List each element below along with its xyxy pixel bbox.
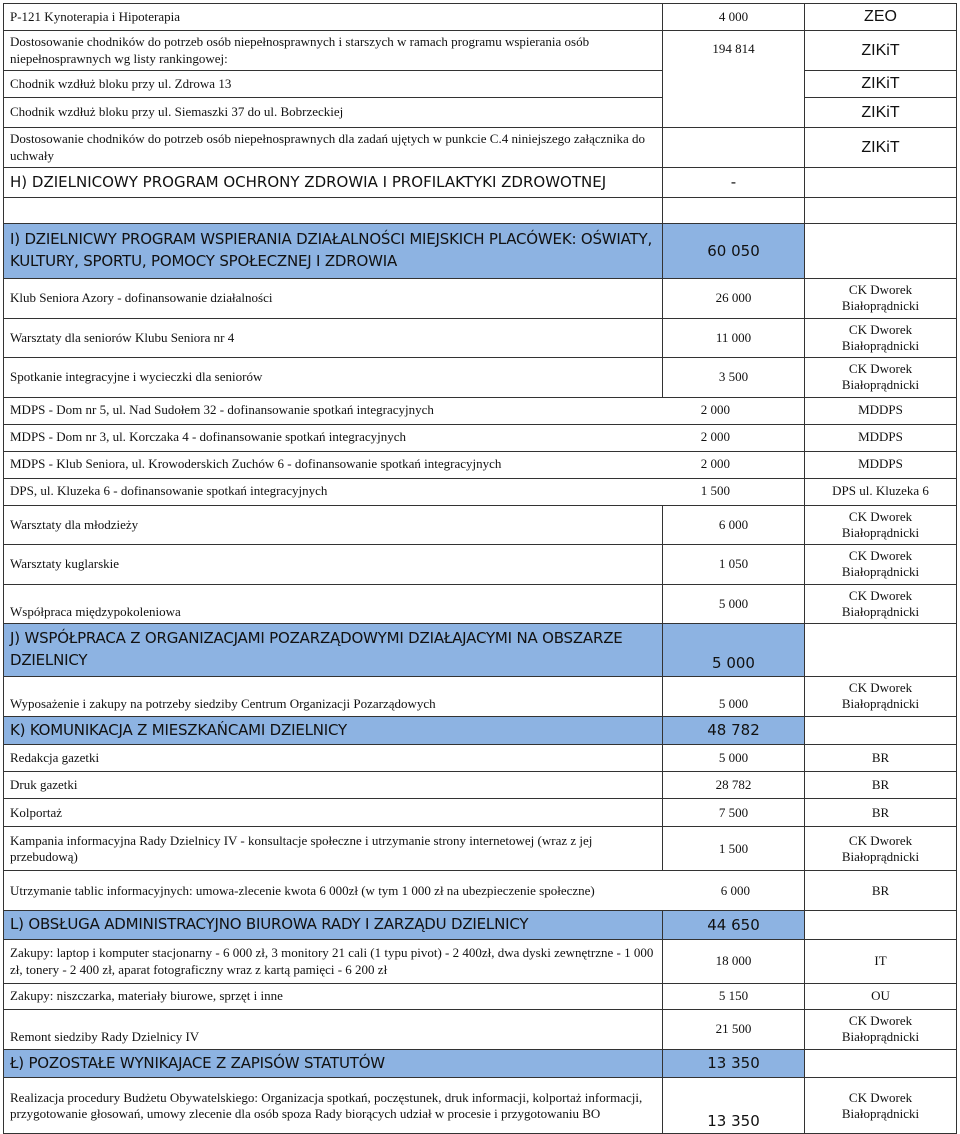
amount-cell: 1 500 (700, 483, 730, 499)
section-title: K) KOMUNIKACJA Z MIESZKAŃCAMI DZIELNICY (4, 716, 663, 745)
task-cell (4, 397, 805, 424)
table-row (4, 799, 957, 827)
unit-cell: CK Dworek Białoprądnicki (805, 1078, 957, 1134)
amount-cell: 1 050 (663, 545, 805, 585)
amount-cell: 3 500 (663, 358, 805, 398)
table-row (4, 545, 957, 585)
amount-cell: 5 000 (663, 677, 805, 717)
unit-cell: CK Dworek Białoprądnicki (805, 505, 957, 545)
section-row (4, 911, 957, 940)
table-row (4, 358, 957, 398)
amount-cell (663, 128, 805, 168)
amount-cell: 5 000 (663, 745, 805, 772)
unit-cell (805, 1049, 957, 1078)
unit-cell: CK Dworek Białoprądnicki (805, 545, 957, 585)
amount-cell: 2 000 (700, 402, 730, 418)
task-cell (4, 424, 805, 451)
unit-cell (805, 624, 957, 677)
unit-cell (805, 168, 957, 198)
task-cell: Realizacja procedury Budżetu Obywatelskiego: Organizacja spotkań, poczęstunek, druk informacji, kolportaż informacji, przygotowanie głosowań, umowy zlecenie dla osób spoza Rady biorących udział w procesie i przygotowaniu BO (4, 1078, 663, 1134)
task-cell: Klub Seniora Azory - dofinansowanie działalności (4, 279, 663, 319)
section-row (4, 716, 957, 745)
task-cell: Kolportaż (4, 799, 663, 827)
unit-cell: ZIKiT (805, 128, 957, 168)
section-amount: 60 050 (663, 224, 805, 279)
unit-cell: DPS ul. Kluzeka 6 (805, 478, 957, 505)
amount-cell: 4 000 (663, 4, 805, 31)
table-row (4, 424, 957, 451)
task-text: DPS, ul. Kluzeka 6 - dofinansowanie spotkań integracyjnych (10, 483, 328, 499)
table-row (4, 98, 957, 128)
task-cell (4, 478, 805, 505)
amount-cell: 13 350 (663, 1078, 805, 1134)
task-cell: Redakcja gazetki (4, 745, 663, 772)
unit-cell: BR (805, 799, 957, 827)
empty-cell (663, 198, 805, 224)
table-row (4, 1078, 957, 1134)
section-row (4, 224, 957, 279)
unit-cell: BR (805, 871, 957, 911)
table-row (4, 128, 957, 168)
amount-cell: 6 000 (720, 882, 750, 898)
unit-cell: BR (805, 772, 957, 799)
amount-cell: 26 000 (663, 279, 805, 319)
section-row (4, 168, 957, 198)
section-row (4, 1049, 957, 1078)
unit-cell: CK Dworek Białoprądnicki (805, 279, 957, 319)
unit-cell: CK Dworek Białoprądnicki (805, 358, 957, 398)
section-title: H) DZIELNICOWY PROGRAM OCHRONY ZDROWIA I PROFILAKTYKI ZDROWOTNEJ (4, 168, 663, 198)
section-amount: 44 650 (663, 911, 805, 940)
section-title: L) OBSŁUGA ADMINISTRACYJNO BIUROWA RADY I ZARZĄDU DZIELNICY (4, 911, 663, 940)
task-cell: Wyposażenie i zakupy na potrzeby siedziby Centrum Organizacji Pozarządowych (4, 677, 663, 717)
amount-cell: 21 500 (663, 1010, 805, 1050)
unit-cell: OU (805, 984, 957, 1010)
task-cell: Spotkanie integracyjne i wycieczki dla seniorów (4, 358, 663, 398)
task-cell: Dostosowanie chodników do potrzeb osób niepełnosprawnych dla zadań ujętych w punkcie C.4 niniejszego załącznika do uchwały (4, 128, 663, 168)
task-text: MDPS - Dom nr 3, ul. Korczaka 4 - dofinansowanie spotkań integracyjnych (10, 429, 407, 445)
unit-cell: CK Dworek Białoprądnicki (805, 584, 957, 624)
section-amount: 5 000 (663, 624, 805, 677)
amount-cell: 5 000 (663, 584, 805, 624)
table-row (4, 984, 957, 1010)
task-cell: Dostosowanie chodników do potrzeb osób niepełnosprawnych i starszych w ramach programu wspierania osób niepełnosprawnych wg listy rankingowej: (4, 31, 663, 71)
task-cell: Warsztaty dla młodzieży (4, 505, 663, 545)
empty-cell (805, 198, 957, 224)
section-amount: - (663, 168, 805, 198)
table-row (4, 584, 957, 624)
section-title: Ł) POZOSTAŁE WYNIKAJACE Z ZAPISÓW STATUTÓW (4, 1049, 663, 1078)
section-title: J) WSPÓŁPRACA Z ORGANIZACJAMI POZARZĄDOWYMI DZIAŁAJACYMI NA OBSZARZE DZIELNICY (4, 624, 663, 677)
task-cell: Remont siedziby Rady Dzielnicy IV (4, 1010, 663, 1050)
task-text: MDPS - Klub Seniora, ul. Krowoderskich Zuchów 6 - dofinansowanie spotkań integracyjnych (10, 456, 502, 472)
unit-cell: MDDPS (805, 451, 957, 478)
amount-cell: 11 000 (663, 318, 805, 358)
unit-cell: ZIKiT (805, 71, 957, 98)
table-row (4, 4, 957, 31)
table-row (4, 397, 957, 424)
unit-cell: ZEO (805, 4, 957, 31)
task-cell: P-121 Kynoterapia i Hipoterapia (4, 4, 663, 31)
task-cell: Warsztaty dla seniorów Klubu Seniora nr 4 (4, 318, 663, 358)
table-row (4, 71, 957, 98)
task-cell: Chodnik wzdłuż bloku przy ul. Siemaszki 37 do ul. Bobrzeckiej (4, 98, 663, 128)
section-title: I) DZIELNICWY PROGRAM WSPIERANIA DZIAŁALNOŚCI MIEJSKICH PLACÓWEK: OŚWIATY, KULTURY, SPORTU, POMOCY SPOŁECZNEJ I ZDROWIA (4, 224, 663, 279)
amount-cell: 1 500 (663, 827, 805, 871)
amount-cell: 6 000 (663, 505, 805, 545)
table-row (4, 827, 957, 871)
section-row (4, 624, 957, 677)
unit-cell: CK Dworek Białoprądnicki (805, 1010, 957, 1050)
task-cell (4, 871, 805, 911)
unit-cell (805, 224, 957, 279)
unit-cell (805, 911, 957, 940)
table-row (4, 940, 957, 984)
section-amount: 48 782 (663, 716, 805, 745)
table-row (4, 451, 957, 478)
unit-cell: CK Dworek Białoprądnicki (805, 827, 957, 871)
task-text: MDPS - Dom nr 5, ul. Nad Sudołem 32 - dofinansowanie spotkań integracyjnych (10, 402, 434, 418)
task-cell: Współpraca międzypokoleniowa (4, 584, 663, 624)
table-row (4, 279, 957, 319)
unit-cell: MDDPS (805, 424, 957, 451)
section-amount: 13 350 (663, 1049, 805, 1078)
task-cell: Kampania informacyjna Rady Dzielnicy IV - konsultacje społeczne i utrzymanie strony internetowej (wraz z jej przebudową) (4, 827, 663, 871)
table-row (4, 31, 957, 71)
unit-cell: IT (805, 940, 957, 984)
amount-cell: 18 000 (663, 940, 805, 984)
amount-cell: 5 150 (663, 984, 805, 1010)
amount-cell: 28 782 (663, 772, 805, 799)
task-cell: Warsztaty kuglarskie (4, 545, 663, 585)
table-row (4, 318, 957, 358)
task-cell (4, 451, 805, 478)
task-cell: Zakupy: laptop i komputer stacjonarny - 6 000 zł, 3 monitory 21 cali (1 typu pivot) - 2 400zł, dwa dyski zewnętrzne - 1 000 zł, tonery - 2 400 zł, aparat fotograficzny wraz z kartą pamięci - 6 200 zł (4, 940, 663, 984)
unit-cell: MDDPS (805, 397, 957, 424)
table-row (4, 1010, 957, 1050)
budget-table (3, 3, 957, 1134)
table-row (4, 772, 957, 799)
amount-cell: 2 000 (700, 429, 730, 445)
task-cell: Zakupy: niszczarka, materiały biurowe, sprzęt i inne (4, 984, 663, 1010)
table-row (4, 478, 957, 505)
task-text: Utrzymanie tablic informacyjnych: umowa-zlecenie kwota 6 000zł (w tym 1 000 zł na ubezpieczenie społeczne) (10, 882, 595, 898)
amount-cell: 194 814 (663, 31, 805, 128)
task-cell: Druk gazetki (4, 772, 663, 799)
table-row (4, 677, 957, 717)
unit-cell: ZIKiT (805, 31, 957, 71)
unit-cell: CK Dworek Białoprądnicki (805, 318, 957, 358)
spacer-row (4, 198, 957, 224)
amount-cell: 7 500 (663, 799, 805, 827)
table-row (4, 871, 957, 911)
unit-cell (805, 716, 957, 745)
table-row (4, 745, 957, 772)
unit-cell: CK Dworek Białoprądnicki (805, 677, 957, 717)
unit-cell: ZIKiT (805, 98, 957, 128)
amount-cell: 2 000 (700, 456, 730, 472)
empty-cell (4, 198, 663, 224)
task-cell: Chodnik wzdłuż bloku przy ul. Zdrowa 13 (4, 71, 663, 98)
table-row (4, 505, 957, 545)
unit-cell: BR (805, 745, 957, 772)
